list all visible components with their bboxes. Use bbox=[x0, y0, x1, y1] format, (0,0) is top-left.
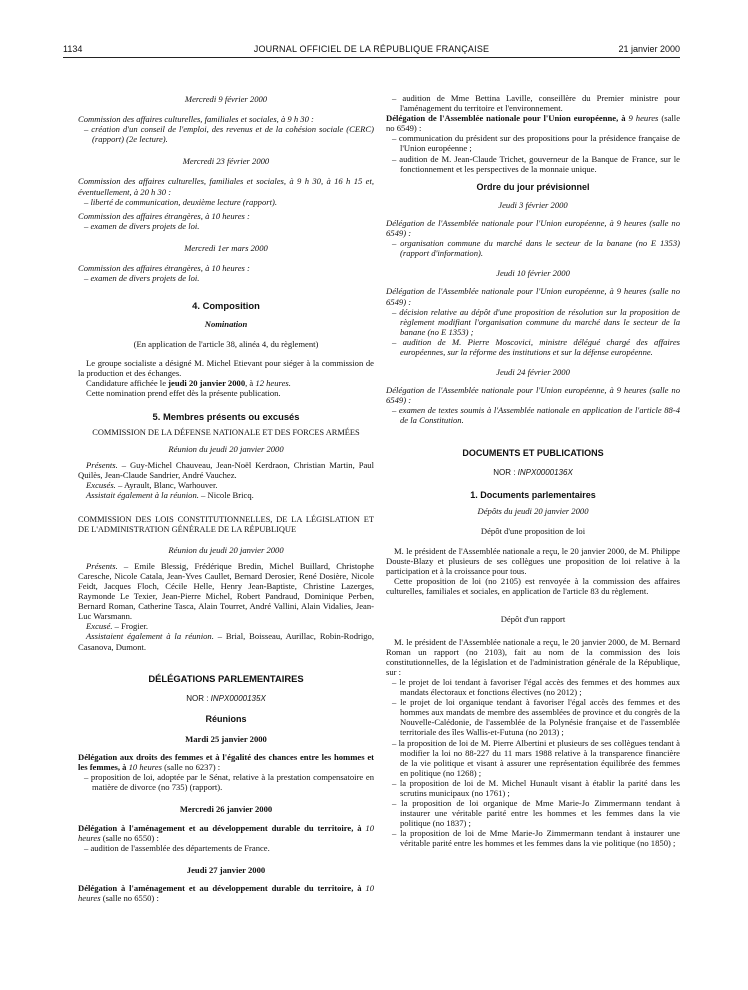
delegation-heading: Délégation à l'aménagement et au développement durable du territoire, à 10 heures (salle no 6550) : bbox=[78, 882, 374, 903]
date-heading: Jeudi 24 février 2000 bbox=[496, 367, 570, 378]
reunion-date: Réunion du jeudi 20 janvier 2000 bbox=[168, 444, 284, 455]
agenda-item: – audition de M. Jean-Claude Trichet, gouverneur de la Banque de France, sur le fonctionnement et les perspectives de la monnaie unique. bbox=[392, 153, 680, 174]
agenda-text: Délégation de l'Assemblée nationale pour l'Union européenne, à 9 heures (salle no 6549) : bbox=[386, 217, 680, 239]
agenda-text: Commission des affaires culturelles, familiales et sociales, à 9 h 30, à 16 h 15 et, éventuellement, à 20 h 30 : bbox=[78, 176, 374, 197]
section-title: DÉLÉGATIONS PARLEMENTAIRES bbox=[148, 672, 304, 684]
section-title: Ordre du jour prévisionnel bbox=[476, 181, 590, 192]
paragraph: Le groupe socialiste a désigné M. Michel Etievant pour siéger à la commission de la production et des échanges. bbox=[78, 357, 374, 378]
agenda-item: – audition de Mme Bettina Laville, conseillère du Premier ministre pour l'aménagement du territoire et l'environnement. bbox=[392, 93, 680, 114]
agenda-text: Délégation de l'Assemblée nationale pour l'Union européenne, à 9 heures (salle no 6549) : bbox=[386, 286, 680, 307]
agenda-item: – proposition de loi, adoptée par le Sénat, relative à la prestation compensatoire en matière de divorce (no 735) (rapport). bbox=[84, 772, 374, 793]
paragraph: M. le président de l'Assemblée nationale a reçu, le 20 janvier 2000, de M. Philippe Douste-Blazy et plusieurs de ses collègues une proposition de loi relative à la participation et à la croissance pour tous. bbox=[386, 546, 680, 577]
agenda-item: – examen de textes soumis à l'Assemblée nationale en application de l'article 88-4 de la Constitution. bbox=[392, 405, 680, 426]
list-item: – la proposition de loi de Mme Marie-Jo Zimmermann tendant à instaurer une véritable parité entre les hommes et les femmes dans la vie politique (no 1850) ; bbox=[392, 828, 680, 849]
page-header bbox=[63, 44, 680, 58]
members-present: Présents. – Emile Blessig, Frédérique Bredin, Michel Buillard, Christophe Caresche, Nicole Catala, Jean-Yves Caullet, Bernard Derosier, René Dosière, Nicole Feidt, Jacques Floch, Cécile Helle, Henry Jean-Baptiste, Christine Lazerges, Raymonde Le Texier, Jean-Pierre Michel, Robert Pandraud, Dominique Perben, Bernard Roman, Catherine Tasca, Alain Tourret, André Vallini, Alain Vidalies, Jean-Luc Warsmann. bbox=[78, 560, 374, 622]
header-rule bbox=[63, 57, 680, 58]
agenda-text: Commission des affaires culturelles, familiales et sociales, à 9 h 30 : bbox=[78, 114, 314, 125]
subsection-subtitle: Dépôts du jeudi 20 janvier 2000 bbox=[477, 505, 589, 516]
list-item: – le projet de loi tendant à favoriser l'égal accès des femmes et des hommes aux mandats électoraux et fonctions électives (no 2012) ; bbox=[392, 676, 680, 698]
paragraph: (En application de l'article 38, alinéa 4, du règlement) bbox=[133, 339, 319, 350]
members-attending: Assistaient également à la réunion. – Brial, Boisseau, Aurillac, Robin-Rodrigo, Casanova, Dumont. bbox=[78, 631, 375, 652]
agenda-item: – création d'un conseil de l'emploi, des revenus et de la cohésion sociale (CERC) (rapport) (2e lecture). bbox=[84, 124, 374, 145]
members-excused: Excusé. – Frogier. bbox=[86, 621, 149, 632]
agenda-item: – communication du président sur des propositions pour la présidence française de l'Union européenne ; bbox=[392, 133, 680, 154]
issue-date: 21 janvier 2000 bbox=[618, 44, 680, 54]
list-item: – la proposition de loi organique de Mme Marie-Jo Zimmermann tendant à instaurer une véritable parité entre les hommes et les femmes dans la vie politique (no 1837) ; bbox=[392, 798, 680, 829]
paragraph: Candidature affichée le jeudi 20 janvier 2000, à 12 heures. bbox=[86, 377, 291, 388]
paragraph: M. le président de l'Assemblée nationale a reçu, le 20 janvier 2000, de M. Bernard Roman un rapport (no 2103), fait au nom de la commission des lois constitutionnelles, de la législation et de l'administration générale de la République, sur : bbox=[386, 636, 680, 677]
section-subtitle: Nomination bbox=[204, 319, 248, 330]
section-title: DOCUMENTS ET PUBLICATIONS bbox=[462, 447, 604, 458]
right-column bbox=[386, 93, 680, 849]
members-attending: Assistait également à la réunion. – Nicole Bricq. bbox=[86, 490, 254, 501]
agenda-text: Commission des affaires étrangères, à 10 heures : bbox=[78, 263, 250, 274]
agenda-item: – liberté de communication, deuxième lecture (rapport). bbox=[84, 196, 277, 207]
date-heading: Jeudi 3 février 2000 bbox=[498, 199, 568, 210]
delegation-heading: Délégation aux droits des femmes et à l'égalité des chances entre les hommes et les femmes, à 10 heures (salle no 6237) : bbox=[78, 752, 374, 773]
list-item: – la proposition de loi de M. Michel Hunault visant à établir la parité dans les scrutins municipaux (no 1761) ; bbox=[392, 777, 680, 798]
subsection-title: 1. Documents parlementaires bbox=[470, 489, 596, 500]
date-heading: Mercredi 9 février 2000 bbox=[184, 94, 268, 104]
agenda-text: Commission des affaires étrangères, à 10 heures : bbox=[78, 210, 250, 221]
members-present: Présents. – Guy-Michel Chauveau, Jean-Noël Kerdraon, Christian Martin, Paul Quilès, Jean-Claude Sandrier, André Vauchez. bbox=[78, 460, 374, 481]
commission-name: COMMISSION DE LA DÉFENSE NATIONALE ET DES FORCES ARMÉES bbox=[92, 427, 360, 437]
agenda-item: – audition de l'assemblée des départements de France. bbox=[84, 842, 270, 853]
section-title: 5. Membres présents ou excusés bbox=[152, 410, 300, 422]
paragraph: Cette proposition de loi (no 2105) est renvoyée à la commission des affaires culturelles, familiales et sociales, en application de l'article 83 du règlement. bbox=[386, 576, 680, 597]
depot-title: Dépôt d'un rapport bbox=[500, 614, 566, 625]
list-item: – la proposition de loi de M. Pierre Albertini et plusieurs de ses collègues tendant à modifier la loi no 88-227 du 11 mars 1988 relative à la transparence financière de la vie politique et visant à assurer une représentation équilibrée des femmes en politique (no 1268) ; bbox=[392, 737, 680, 778]
agenda-item: – décision relative au dépôt d'une proposition de résolution sur la proposition de règlement modifiant l'organisation commune du marché dans le secteur de la banane (no E 1353) ; bbox=[392, 306, 680, 337]
subsection-title: Réunions bbox=[205, 713, 247, 724]
date-heading: Jeudi 10 février 2000 bbox=[496, 268, 570, 279]
members-excused: Excusés. – Ayrault, Blanc, Warhouver. bbox=[86, 480, 218, 491]
date-heading: Mercredi 23 février 2000 bbox=[182, 156, 270, 167]
journal-title: JOURNAL OFFICIEL DE LA RÉPUBLIQUE FRANÇAISE bbox=[253, 44, 490, 54]
agenda-item: – organisation commune du marché dans le secteur de la banane (no E 1353) (rapport d'information). bbox=[392, 238, 680, 259]
agenda-text: Délégation de l'Assemblée nationale pour l'Union européenne, à 9 heures (salle no 6549) : bbox=[386, 385, 680, 406]
agenda-item: – examen de divers projets de loi. bbox=[84, 273, 200, 284]
nor-reference: NOR : INPX0000135X bbox=[186, 693, 266, 703]
depot-title: Dépôt d'une proposition de loi bbox=[480, 525, 586, 536]
date-heading: Jeudi 27 janvier 2000 bbox=[186, 864, 266, 875]
left-column bbox=[78, 94, 374, 903]
date-heading: Mardi 25 janvier 2000 bbox=[185, 733, 267, 744]
list-item: – le projet de loi organique tendant à favoriser l'égal accès des femmes et des hommes aux mandats de membre des assemblées de province et du congrès de la Nouvelle-Calédonie, de l'assemblée de la Polynésie française et de l'assemblée territoriale des îles Wallis-et-Futuna (no 2013) ; bbox=[392, 697, 680, 738]
reunion-date: Réunion du jeudi 20 janvier 2000 bbox=[168, 544, 284, 555]
date-heading: Mercredi 1er mars 2000 bbox=[184, 242, 268, 253]
agenda-item: – audition de M. Pierre Moscovici, ministre délégué chargé des affaires européennes, sur la réforme des institutions et sur la défense européenne. bbox=[392, 336, 680, 357]
page-number: 1134 bbox=[63, 44, 83, 54]
section-title: 4. Composition bbox=[192, 300, 260, 312]
commission-name: COMMISSION DES LOIS CONSTITUTIONNELLES, DE LA LÉGISLATION ET DE L'ADMINISTRATION GÉNÉRALE DE LA RÉPUBLIQUE bbox=[78, 514, 374, 534]
date-heading: Mercredi 26 janvier 2000 bbox=[179, 804, 273, 815]
agenda-item: – examen de divers projets de loi. bbox=[84, 220, 200, 231]
delegation-heading: Délégation à l'aménagement et au développement durable du territoire, à 10 heures (salle no 6550) : bbox=[78, 822, 374, 843]
paragraph: Cette nomination prend effet dès la présente publication. bbox=[86, 387, 281, 398]
delegation-heading: Délégation de l'Assemblée nationale pour l'Union européenne, à 9 heures (salle no 6549) : bbox=[386, 113, 681, 134]
nor-reference: NOR : INPX0000136X bbox=[493, 467, 573, 477]
